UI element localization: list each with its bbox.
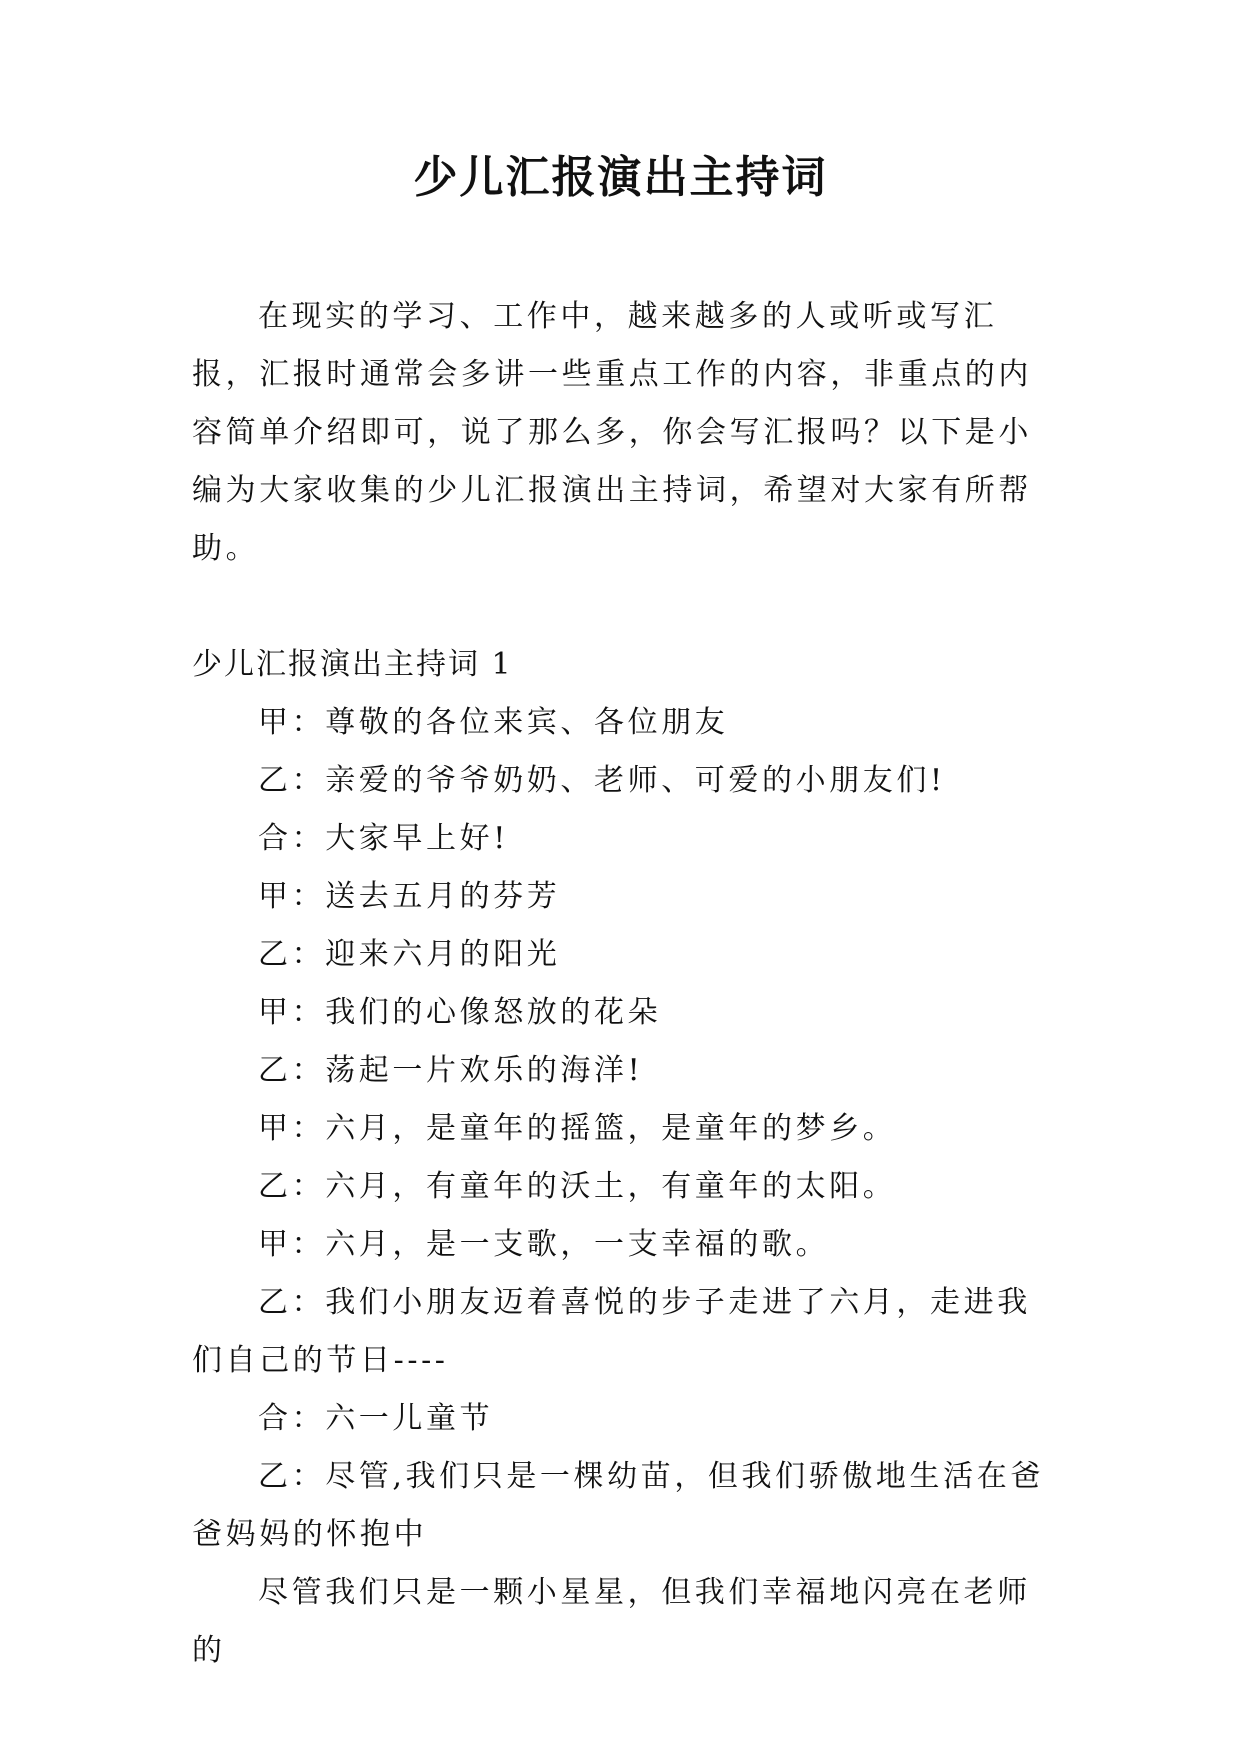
script-line: 甲：六月，是一支歌，一支幸福的歌。 <box>258 1227 830 1262</box>
script-line: 甲：送去五月的芬芳 <box>258 879 561 914</box>
script-line: 乙：亲爱的爷爷奶奶、老师、可爱的小朋友们! <box>258 763 946 798</box>
script-line: 乙：迎来六月的阳光 <box>258 937 561 972</box>
script-line: 合：六一儿童节 <box>258 1401 494 1436</box>
script-line: 甲：我们的心像怒放的花朵 <box>258 995 662 1030</box>
document-body <box>192 288 1052 1680</box>
document-title: 少儿汇报演出主持词 <box>413 152 828 203</box>
script-line: 甲：尊敬的各位来宾、各位朋友 <box>258 705 729 740</box>
section-heading: 少儿汇报演出主持词 1 <box>192 647 513 682</box>
script-line: 尽管我们只是一颗小星星，但我们幸福地闪亮在老师的 <box>192 1575 1031 1668</box>
script-line: 甲：六月，是童年的摇篮，是童年的梦乡。 <box>258 1111 897 1146</box>
script-line: 乙：尽管,我们只是一棵幼苗，但我们骄傲地生活在爸爸妈妈的怀抱中 <box>192 1459 1044 1552</box>
script-line: 乙：我们小朋友迈着喜悦的步子走进了六月，走进我们自己的节日---- <box>192 1285 1031 1378</box>
script-line: 合：大家早上好! <box>258 821 509 856</box>
intro-paragraph: 在现实的学习、工作中，越来越多的人或听或写汇报，汇报时通常会多讲一些重点工作的内容，非重点的内容简单介绍即可，说了那么多，你会写汇报吗？以下是小编为大家收集的少儿汇报演出主持词，希望对大家有所帮助。 <box>192 299 1032 566</box>
script-line: 乙：荡起一片欢乐的海洋! <box>258 1053 644 1088</box>
script-line: 乙：六月，有童年的沃土，有童年的太阳。 <box>258 1169 897 1204</box>
